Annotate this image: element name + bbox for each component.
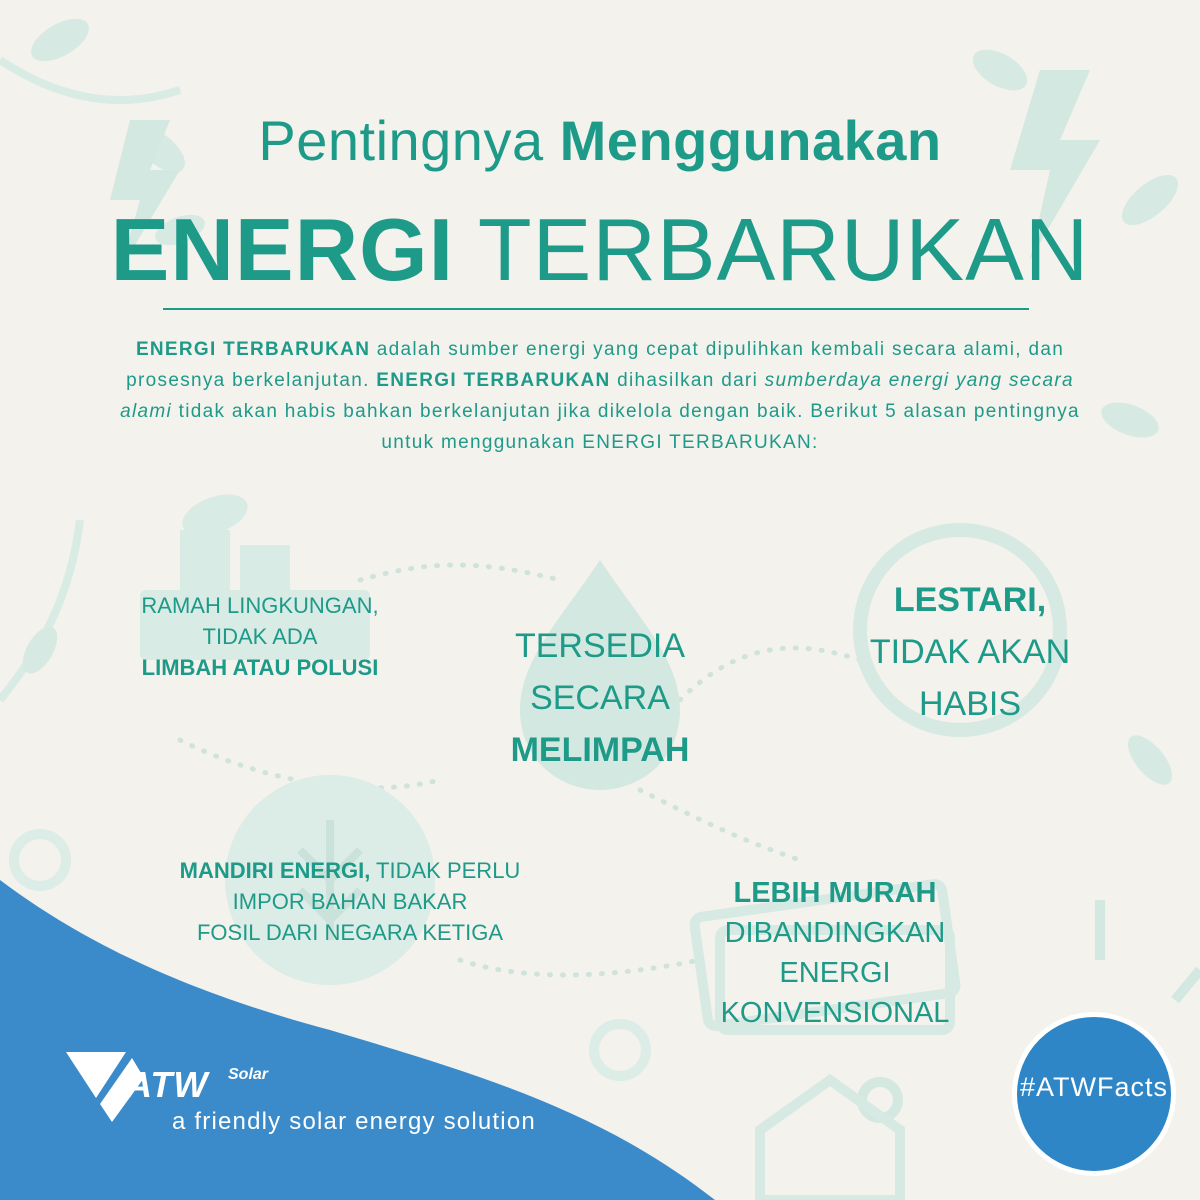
intro-bold-2: ENERGI TERBARUKAN [376,370,611,391]
reason-line [130,855,570,886]
reason-abundant [450,620,750,776]
reason-bold-text: MELIMPAH [510,731,690,769]
reason-line: ENERGI [779,957,891,989]
reason-line: HABIS [918,685,1022,723]
reason-line-bold [820,574,1120,626]
title-bold-word: Menggunakan [559,109,942,172]
reason-sustainable [820,574,1120,730]
reason-line: TIDAK AKAN [869,633,1071,671]
intro-italic: sumberdaya energi yang secara alami [120,370,1074,422]
title-energi: ENERGI [110,200,455,299]
brand-tagline: a friendly solar energy solution [172,1108,536,1135]
reason-line-bold [670,873,1000,913]
intro-text-3: tidak akan habis bahkan berkelanjutan jika dikelola dengan baik. Berikut 5 alasan pentingnya untuk menggunakan ENERGI TERBARUKAN: [172,401,1080,453]
reason-text: TIDAK PERLU [370,858,521,883]
title-thin-word: Pentingnya [258,109,544,172]
reason-energy-independence [130,855,570,948]
reason-line-bold [450,724,750,776]
brand-logo-solar: Solar [228,1066,269,1083]
page-title-line2 [0,200,1200,300]
reason-line: FOSIL DARI NEGARA KETIGA [196,920,504,945]
reason-line: TERSEDIA [514,627,686,665]
intro-paragraph [110,334,1090,458]
title-terbarukan: TERBARUKAN [477,200,1090,299]
reason-bold-text: LEBIH MURAH [733,877,937,909]
reason-line-bold [95,652,425,683]
solar-house-icon [760,1080,900,1200]
reason-line: KONVENSIONAL [720,997,950,1029]
reason-bold-text: LESTARI, [893,581,1047,619]
atwfacts-badge-text: #ATWFacts [1019,1072,1168,1102]
intro-text-1: adalah sumber energi yang cepat dipulihkan kembali secara alami, dan prosesnya berkelanjutan. [126,339,1065,391]
title-divider [163,308,1029,310]
intro-text-2: dihasilkan dari [610,370,765,391]
reason-line: IMPOR BAHAN BAKAR [232,889,468,914]
reason-line: SECARA [530,679,670,717]
page-title-line1 [0,108,1200,173]
reason-line: DIBANDINGKAN [724,917,946,949]
brand-logo-word: ATW [126,1064,209,1105]
intro-bold-1: ENERGI TERBARUKAN [135,339,371,360]
reason-line: RAMAH LINGKUNGAN, [141,593,379,618]
reason-line: TIDAK ADA [202,624,318,649]
reason-cheaper [670,873,1000,1033]
reason-bold-text: LIMBAH ATAU POLUSI [141,655,379,680]
reason-bold-text: MANDIRI ENERGI, [179,858,371,883]
reason-eco-friendly [95,590,425,683]
